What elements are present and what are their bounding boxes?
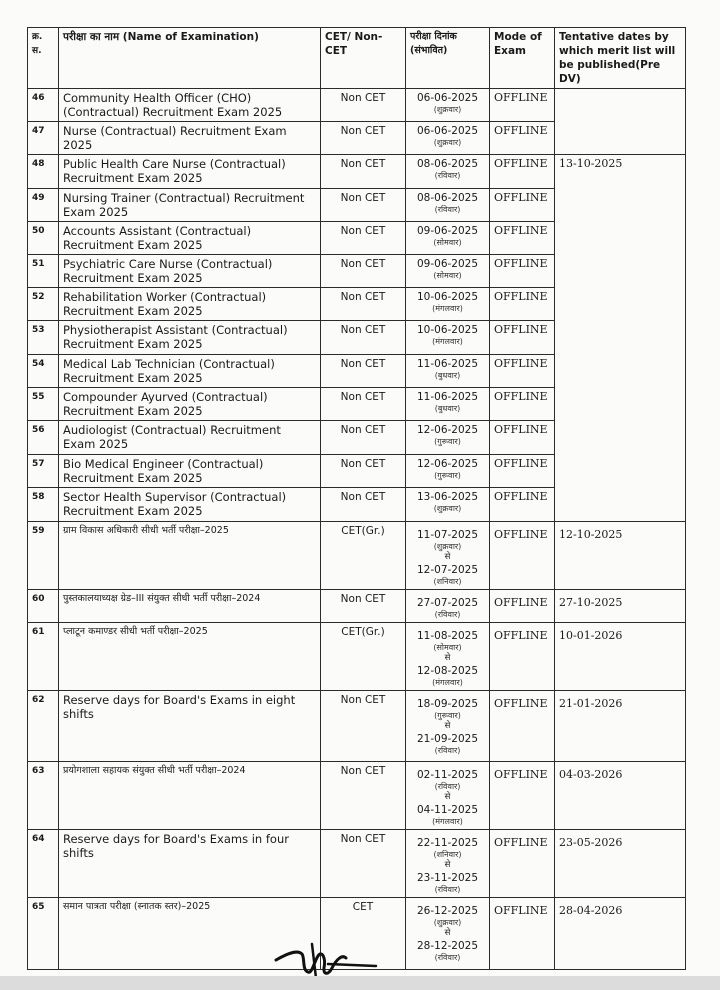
serial-number: 62 — [28, 691, 59, 762]
exam-mode: OFFLINE — [490, 388, 555, 421]
exam-day-end: (रविवार) — [434, 885, 461, 894]
serial-number: 63 — [28, 762, 59, 830]
date-range-connector: से — [444, 653, 451, 663]
date-range-connector: से — [444, 721, 451, 731]
exam-day: (शुक्रवार) — [433, 105, 462, 114]
cet-type: Non CET — [321, 288, 406, 321]
cet-type: Non CET — [321, 488, 406, 522]
header-name: परीक्षा का नाम (Name of Examination) — [59, 28, 321, 89]
exam-date-cell — [406, 388, 490, 421]
serial-number: 50 — [28, 222, 59, 255]
cet-type: Non CET — [321, 455, 406, 488]
serial-number: 52 — [28, 288, 59, 321]
exam-schedule-table — [27, 27, 686, 970]
exam-day: (बुधवार) — [434, 404, 461, 413]
exam-date-end: 12-07-2025 — [416, 564, 479, 576]
exam-mode: OFFLINE — [490, 590, 555, 623]
exam-date-cell — [406, 189, 490, 222]
exam-day: (गुरूवार) — [434, 437, 461, 446]
cet-type: Non CET — [321, 255, 406, 288]
exam-mode: OFFLINE — [490, 830, 555, 898]
exam-day-start: (रविवार) — [434, 610, 461, 619]
exam-name: Bio Medical Engineer (Contractual) Recruitment Exam 2025 — [59, 455, 321, 488]
cet-type: Non CET — [321, 122, 406, 155]
exam-date-cell — [406, 89, 490, 122]
exam-date-start: 27-07-2025 — [416, 597, 479, 609]
exam-date-cell — [406, 222, 490, 255]
exam-name: Psychiatric Care Nurse (Contractual) Recruitment Exam 2025 — [59, 255, 321, 288]
exam-date-start: 26-12-2025 — [416, 905, 479, 917]
exam-date-cell — [406, 155, 490, 189]
exam-day-end: (शनिवार) — [433, 577, 462, 586]
exam-date-cell — [406, 590, 490, 623]
cet-type: Non CET — [321, 222, 406, 255]
table-row — [28, 590, 686, 623]
exam-date-cell — [406, 691, 490, 762]
cet-type: Non CET — [321, 189, 406, 222]
serial-number: 57 — [28, 455, 59, 488]
exam-date-end: 12-08-2025 — [416, 665, 479, 677]
exam-date-cell — [406, 122, 490, 155]
exam-name: समान पात्रता परीक्षा (स्नातक स्तर)–2025 — [59, 898, 321, 970]
cet-type: Non CET — [321, 830, 406, 898]
date-range-connector: से — [444, 792, 451, 802]
exam-date-cell — [406, 288, 490, 321]
exam-day-start: (शुक्रवार) — [433, 918, 462, 927]
exam-mode: OFFLINE — [490, 122, 555, 155]
exam-name: Compounder Ayurved (Contractual) Recruitment Exam 2025 — [59, 388, 321, 421]
exam-day: (बुधवार) — [434, 371, 461, 380]
table-row — [28, 830, 686, 898]
exam-date-cell — [406, 455, 490, 488]
header-row — [28, 28, 686, 89]
exam-name: Nurse (Contractual) Recruitment Exam 2025 — [59, 122, 321, 155]
exam-day-start: (रविवार) — [434, 782, 461, 791]
exam-date: 06-06-2025 — [416, 125, 479, 137]
exam-date-start: 02-11-2025 — [416, 769, 479, 781]
cet-type: Non CET — [321, 89, 406, 122]
exam-date-start: 22-11-2025 — [416, 837, 479, 849]
serial-number: 64 — [28, 830, 59, 898]
exam-day: (शुक्रवार) — [433, 138, 462, 147]
exam-day-end: (रविवार) — [434, 953, 461, 962]
serial-number: 54 — [28, 355, 59, 388]
exam-day: (रविवार) — [434, 171, 461, 180]
exam-date-cell — [406, 830, 490, 898]
table-row — [28, 155, 686, 189]
exam-name: Reserve days for Board's Exams in four shifts — [59, 830, 321, 898]
cet-type: Non CET — [321, 355, 406, 388]
cet-type: CET(Gr.) — [321, 623, 406, 691]
exam-name: Nursing Trainer (Contractual) Recruitment Exam 2025 — [59, 189, 321, 222]
serial-number: 59 — [28, 522, 59, 590]
exam-day-start: (शुक्रवार) — [433, 542, 462, 551]
exam-date-start: 11-08-2025 — [416, 630, 479, 642]
exam-mode: OFFLINE — [490, 222, 555, 255]
exam-day-end: (रविवार) — [434, 746, 461, 755]
exam-name: पुस्तकालयाध्यक्ष ग्रेड–III संयुक्त सीधी भर्ती परीक्षा–2024 — [59, 590, 321, 623]
exam-day-start: (सोमवार) — [433, 643, 462, 652]
exam-day: (सोमवार) — [433, 271, 462, 280]
exam-date-end: 21-09-2025 — [416, 733, 479, 745]
exam-date: 09-06-2025 — [416, 258, 479, 270]
merit-date: 27-10-2025 — [555, 590, 686, 623]
header-merit: Tentative dates by which merit list will be published(Pre DV) — [555, 28, 686, 89]
exam-name: प्रयोगशाला सहायक संयुक्त सीधी भर्ती परीक्षा–2024 — [59, 762, 321, 830]
exam-date: 11-06-2025 — [416, 391, 479, 403]
cet-type: Non CET — [321, 388, 406, 421]
serial-number: 46 — [28, 89, 59, 122]
serial-number: 60 — [28, 590, 59, 623]
exam-mode: OFFLINE — [490, 189, 555, 222]
exam-mode: OFFLINE — [490, 355, 555, 388]
exam-day: (मंगलवार) — [432, 337, 463, 346]
page-edge-shadow — [0, 976, 720, 990]
cet-type: Non CET — [321, 421, 406, 455]
cet-type: CET(Gr.) — [321, 522, 406, 590]
serial-number: 51 — [28, 255, 59, 288]
merit-date: 12-10-2025 — [555, 522, 686, 590]
merit-date: 10-01-2026 — [555, 623, 686, 691]
merit-date: 04-03-2026 — [555, 762, 686, 830]
exam-day-start: (शनिवार) — [433, 850, 462, 859]
exam-date: 08-06-2025 — [416, 158, 479, 170]
exam-date-end: 28-12-2025 — [416, 940, 479, 952]
exam-date-cell — [406, 898, 490, 970]
exam-name: ग्राम विकास अधिकारी सीधी भर्ती परीक्षा–2025 — [59, 522, 321, 590]
cet-type: Non CET — [321, 590, 406, 623]
table-row — [28, 691, 686, 762]
cet-type: Non CET — [321, 321, 406, 355]
exam-date-end: 23-11-2025 — [416, 872, 479, 884]
cet-type: Non CET — [321, 155, 406, 189]
exam-date-start: 18-09-2025 — [416, 698, 479, 710]
exam-date: 10-06-2025 — [416, 324, 479, 336]
exam-day-start: (गुरूवार) — [434, 711, 461, 720]
merit-date-blank — [555, 89, 686, 155]
exam-date-end: 04-11-2025 — [416, 804, 479, 816]
exam-date-cell — [406, 321, 490, 355]
exam-date: 10-06-2025 — [416, 291, 479, 303]
exam-mode: OFFLINE — [490, 898, 555, 970]
exam-name: Accounts Assistant (Contractual) Recruitment Exam 2025 — [59, 222, 321, 255]
exam-date: 08-06-2025 — [416, 192, 479, 204]
exam-date: 12-06-2025 — [416, 424, 479, 436]
exam-date: 09-06-2025 — [416, 225, 479, 237]
exam-date: 13-06-2025 — [416, 491, 479, 503]
exam-mode: OFFLINE — [490, 89, 555, 122]
serial-number: 55 — [28, 388, 59, 421]
exam-mode: OFFLINE — [490, 488, 555, 522]
exam-date: 06-06-2025 — [416, 92, 479, 104]
table-row — [28, 89, 686, 122]
exam-mode: OFFLINE — [490, 255, 555, 288]
exam-day: (शुक्रवार) — [433, 504, 462, 513]
exam-date: 12-06-2025 — [416, 458, 479, 470]
exam-date-cell — [406, 355, 490, 388]
exam-date-cell — [406, 522, 490, 590]
exam-day: (मंगलवार) — [432, 304, 463, 313]
exam-day: (गुरूवार) — [434, 471, 461, 480]
exam-name: Public Health Care Nurse (Contractual) Recruitment Exam 2025 — [59, 155, 321, 189]
exam-name: Physiotherapist Assistant (Contractual) Recruitment Exam 2025 — [59, 321, 321, 355]
table-row — [28, 762, 686, 830]
exam-mode: OFFLINE — [490, 623, 555, 691]
exam-mode: OFFLINE — [490, 762, 555, 830]
exam-date-start: 11-07-2025 — [416, 529, 479, 541]
merit-date: 21-01-2026 — [555, 691, 686, 762]
exam-mode: OFFLINE — [490, 691, 555, 762]
serial-number: 58 — [28, 488, 59, 522]
header-date: परीक्षा दिनांक (संभावित) — [406, 28, 490, 89]
table-row — [28, 623, 686, 691]
cet-type: Non CET — [321, 691, 406, 762]
exam-date-cell — [406, 623, 490, 691]
cet-type: Non CET — [321, 762, 406, 830]
exam-day: (रविवार) — [434, 205, 461, 214]
exam-name: Audiologist (Contractual) Recruitment Exam 2025 — [59, 421, 321, 455]
exam-name: Reserve days for Board's Exams in eight shifts — [59, 691, 321, 762]
exam-name: प्लाटून कमाण्डर सीधी भर्ती परीक्षा–2025 — [59, 623, 321, 691]
exam-date-cell — [406, 488, 490, 522]
exam-day-end: (मंगलवार) — [432, 678, 463, 687]
merit-date-group: 13-10-2025 — [555, 155, 686, 522]
serial-number: 56 — [28, 421, 59, 455]
serial-number: 61 — [28, 623, 59, 691]
exam-mode: OFFLINE — [490, 455, 555, 488]
date-range-connector: से — [444, 928, 451, 938]
exam-name: Community Health Officer (CHO) (Contractual) Recruitment Exam 2025 — [59, 89, 321, 122]
cet-type: CET — [321, 898, 406, 970]
exam-name: Medical Lab Technician (Contractual) Recruitment Exam 2025 — [59, 355, 321, 388]
exam-name: Sector Health Supervisor (Contractual) Recruitment Exam 2025 — [59, 488, 321, 522]
header-sn: क्र. स. — [28, 28, 59, 89]
exam-date-cell — [406, 255, 490, 288]
exam-mode: OFFLINE — [490, 421, 555, 455]
serial-number: 65 — [28, 898, 59, 970]
serial-number: 53 — [28, 321, 59, 355]
table-row — [28, 522, 686, 590]
header-mode: Mode of Exam — [490, 28, 555, 89]
exam-date: 11-06-2025 — [416, 358, 479, 370]
merit-date: 23-05-2026 — [555, 830, 686, 898]
exam-mode: OFFLINE — [490, 321, 555, 355]
serial-number: 47 — [28, 122, 59, 155]
exam-mode: OFFLINE — [490, 522, 555, 590]
exam-mode: OFFLINE — [490, 155, 555, 189]
serial-number: 49 — [28, 189, 59, 222]
exam-date-cell — [406, 421, 490, 455]
header-cet: CET/ Non-CET — [321, 28, 406, 89]
serial-number: 48 — [28, 155, 59, 189]
exam-day: (सोमवार) — [433, 238, 462, 247]
date-range-connector: से — [444, 860, 451, 870]
merit-date: 28-04-2026 — [555, 898, 686, 970]
exam-mode: OFFLINE — [490, 288, 555, 321]
table-body — [28, 89, 686, 970]
exam-name: Rehabilitation Worker (Contractual) Recruitment Exam 2025 — [59, 288, 321, 321]
exam-date-cell — [406, 762, 490, 830]
exam-day-end: (मंगलवार) — [432, 817, 463, 826]
date-range-connector: से — [444, 552, 451, 562]
